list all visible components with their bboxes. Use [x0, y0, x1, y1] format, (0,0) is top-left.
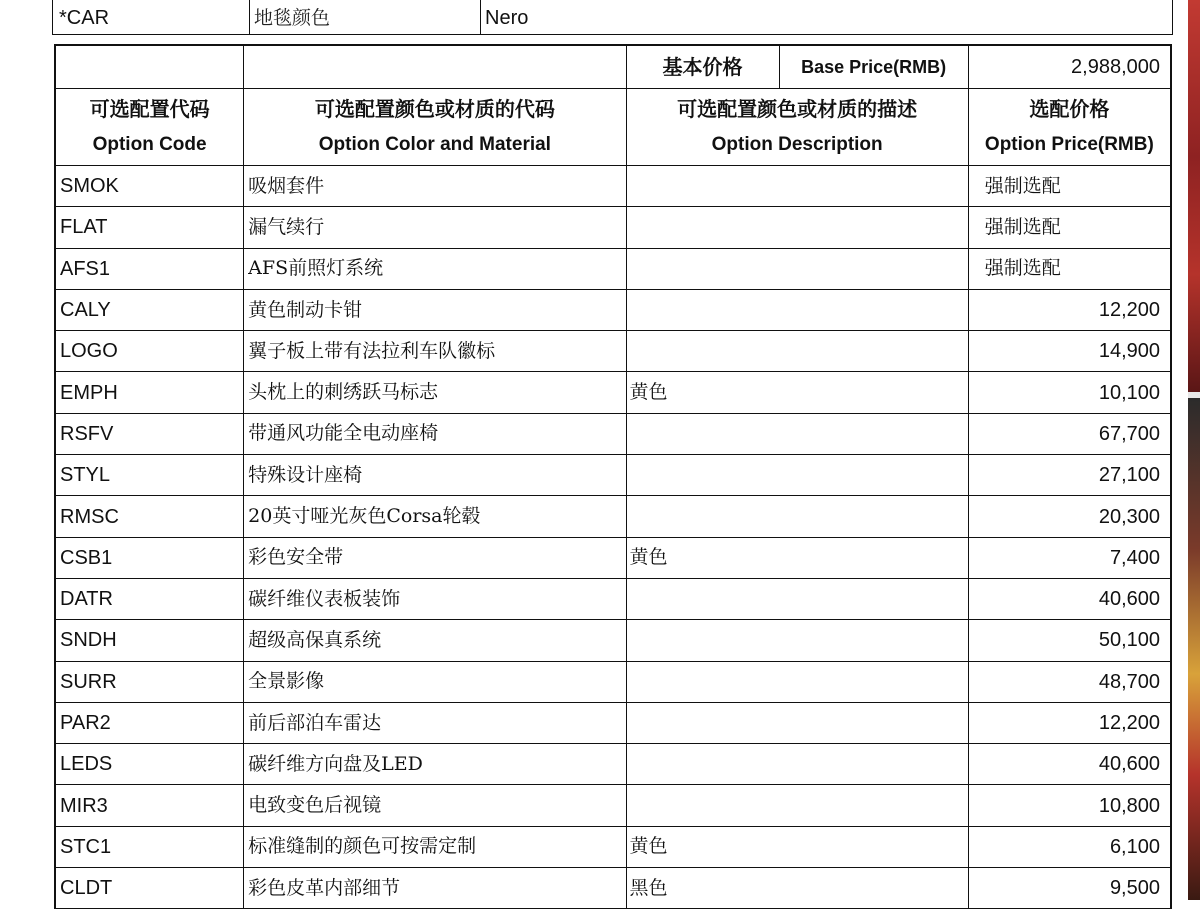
option-description-cell [626, 207, 968, 248]
option-price-cell: 12,200 [968, 702, 1171, 743]
option-description-cell [626, 455, 968, 496]
option-material-cell: 头枕上的刺绣跃马标志 [244, 372, 626, 413]
option-material-cell: 碳纤维仪表板装饰 [244, 578, 626, 619]
option-material-cell: 吸烟套件 [244, 166, 626, 207]
option-code-cell: MIR3 [55, 785, 244, 826]
header-en: Option Description [711, 134, 883, 155]
option-code-cell: CSB1 [55, 537, 244, 578]
option-code-cell: RSFV [55, 413, 244, 454]
table-row [55, 166, 1171, 207]
carpet-value-cell: Nero [481, 0, 1173, 35]
table-row [55, 702, 1171, 743]
photo-edge-bottom [1188, 398, 1200, 900]
empty-cell [244, 45, 626, 89]
table-row [55, 868, 1171, 909]
table-row [55, 578, 1171, 619]
header-en: Option Price(RMB) [984, 134, 1154, 155]
option-material-cell: 带通风功能全电动座椅 [244, 413, 626, 454]
option-material-cell: 彩色安全带 [244, 537, 626, 578]
option-material-cell: 碳纤维方向盘及LED [244, 744, 626, 785]
option-code-cell: STC1 [55, 826, 244, 867]
option-description-cell [626, 166, 968, 207]
option-code-cell: LEDS [55, 744, 244, 785]
option-code-cell: EMPH [55, 372, 244, 413]
option-rows [55, 166, 1171, 909]
option-description-cell [626, 413, 968, 454]
option-material-cell: 标准缝制的颜色可按需定制 [244, 826, 626, 867]
option-description-cell [626, 248, 968, 289]
table-row [55, 413, 1171, 454]
table-row [55, 785, 1171, 826]
option-description-cell: 黄色 [626, 537, 968, 578]
table-row [55, 744, 1171, 785]
option-price-cell: 强制选配 [968, 166, 1171, 207]
option-code-cell: AFS1 [55, 248, 244, 289]
option-description-cell: 黑色 [626, 868, 968, 909]
option-material-cell: 电致变色后视镜 [244, 785, 626, 826]
option-code-cell: SURR [55, 661, 244, 702]
empty-cell [55, 45, 244, 89]
option-description-cell [626, 785, 968, 826]
option-material-cell: 20英寸哑光灰色Corsa轮毂 [244, 496, 626, 537]
table-row [55, 620, 1171, 661]
base-price-row [55, 45, 1171, 89]
header-option-description [626, 89, 968, 166]
header-en: Option Code [92, 134, 207, 155]
header-option-price [968, 89, 1171, 166]
option-price-cell: 40,600 [968, 744, 1171, 785]
table-row [55, 289, 1171, 330]
header-row [55, 89, 1171, 166]
header-zh: 可选配置颜色或材质的描述 [677, 97, 918, 121]
option-description-cell [626, 578, 968, 619]
table-row [55, 661, 1171, 702]
option-description-cell [626, 744, 968, 785]
option-price-table [54, 44, 1172, 909]
option-price-cell: 6,100 [968, 826, 1171, 867]
photo-edge-top [1188, 0, 1200, 392]
option-material-cell: 前后部泊车雷达 [244, 702, 626, 743]
option-code-cell: SMOK [55, 166, 244, 207]
option-price-cell: 27,100 [968, 455, 1171, 496]
option-price-cell: 10,100 [968, 372, 1171, 413]
option-price-cell: 40,600 [968, 578, 1171, 619]
header-zh: 可选配置代码 [89, 97, 210, 121]
option-price-cell: 10,800 [968, 785, 1171, 826]
option-description-cell [626, 331, 968, 372]
table-row [55, 826, 1171, 867]
option-code-cell: STYL [55, 455, 244, 496]
base-price-label-zh: 基本价格 [627, 46, 780, 88]
header-zh: 可选配置颜色或材质的代码 [314, 97, 555, 121]
option-description-cell [626, 702, 968, 743]
option-code-cell: SNDH [55, 620, 244, 661]
table-row [55, 248, 1171, 289]
option-description-cell [626, 496, 968, 537]
option-code-cell: CLDT [55, 868, 244, 909]
option-code-cell: CALY [55, 289, 244, 330]
option-price-cell: 14,900 [968, 331, 1171, 372]
table-row [55, 207, 1171, 248]
option-code-cell: FLAT [55, 207, 244, 248]
option-price-cell: 7,400 [968, 537, 1171, 578]
option-description-cell: 黄色 [626, 826, 968, 867]
option-material-cell: 漏气续行 [244, 207, 626, 248]
option-price-cell: 9,500 [968, 868, 1171, 909]
option-description-cell: 黄色 [626, 372, 968, 413]
option-price-cell: 48,700 [968, 661, 1171, 702]
option-code-cell: LOGO [55, 331, 244, 372]
option-description-cell [626, 620, 968, 661]
base-price-cell [626, 45, 968, 89]
carpet-color-table [52, 0, 1173, 35]
option-material-cell: 彩色皮革内部细节 [244, 868, 626, 909]
option-material-cell: 翼子板上带有法拉利车队徽标 [244, 331, 626, 372]
header-zh: 选配价格 [1029, 97, 1110, 121]
option-price-cell: 12,200 [968, 289, 1171, 330]
carpet-label-cell: 地毯颜色 [250, 0, 481, 35]
option-material-cell: 全景影像 [244, 661, 626, 702]
option-material-cell: AFS前照灯系统 [244, 248, 626, 289]
option-price-cell: 20,300 [968, 496, 1171, 537]
option-price-cell: 50,100 [968, 620, 1171, 661]
header-option-material [244, 89, 626, 166]
table-row [55, 496, 1171, 537]
option-code-cell: PAR2 [55, 702, 244, 743]
header-en: Option Color and Material [318, 134, 551, 155]
option-material-cell: 超级高保真系统 [244, 620, 626, 661]
option-code-cell: RMSC [55, 496, 244, 537]
table-row [55, 372, 1171, 413]
carpet-code-cell: *CAR [53, 0, 250, 35]
header-option-code [55, 89, 244, 166]
carpet-color-row [53, 0, 1173, 35]
option-price-cell: 强制选配 [968, 248, 1171, 289]
option-price-cell: 67,700 [968, 413, 1171, 454]
option-code-cell: DATR [55, 578, 244, 619]
option-material-cell: 特殊设计座椅 [244, 455, 626, 496]
base-price-label-en: Base Price(RMB) [801, 57, 947, 77]
option-description-cell [626, 661, 968, 702]
table-row [55, 331, 1171, 372]
option-description-cell [626, 289, 968, 330]
option-price-cell: 强制选配 [968, 207, 1171, 248]
base-price-value: 2,988,000 [968, 45, 1171, 89]
table-row [55, 537, 1171, 578]
table-row [55, 455, 1171, 496]
option-material-cell: 黄色制动卡钳 [244, 289, 626, 330]
